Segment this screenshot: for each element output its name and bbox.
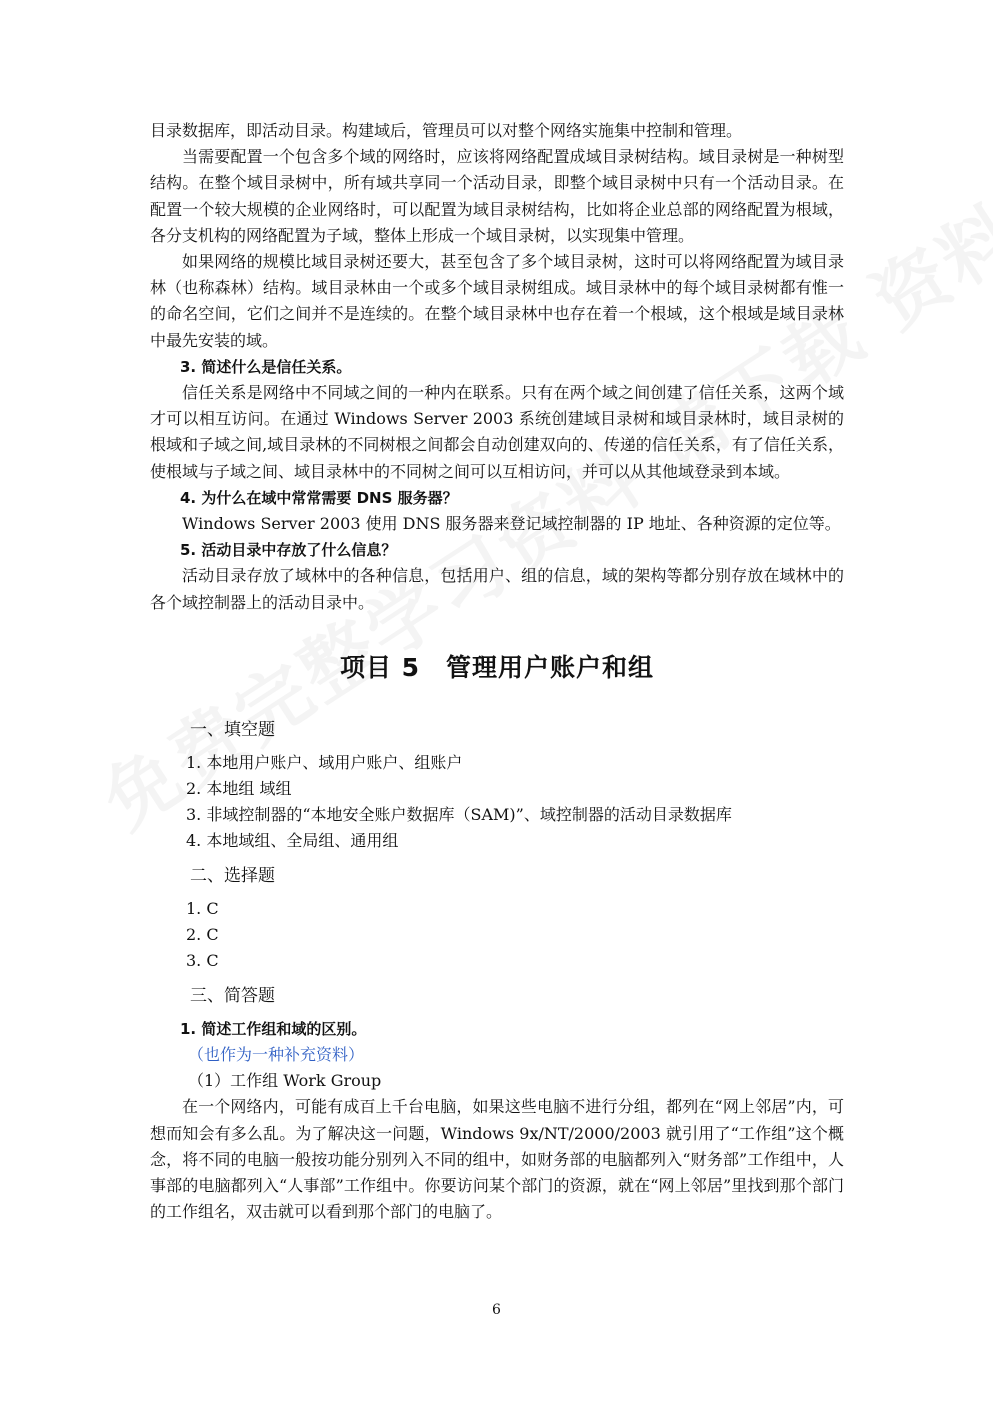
question-heading: 5. 活动目录中存放了什么信息？ [180, 541, 397, 560]
list-item: 2. C [186, 924, 219, 944]
question-heading: 1. 简述工作组和域的区别。 [180, 1019, 367, 1038]
list-item: 4. 本地域组、全局组、通用组 [186, 830, 399, 850]
answer-paragraph: Windows Server 2003 使用 DNS 服务器来登记域控制器的 IP 地址、各种资源的定位等。 [182, 514, 841, 534]
project-title: 项目 5 管理用户账户和组 [339, 652, 655, 682]
list-item: 1. C [186, 898, 219, 918]
document-page [150, 118, 844, 1225]
section-heading-choice: 二、选择题 [190, 865, 275, 886]
answer-paragraph: 信任关系是网络中不同域之间的一种内在联系。只有在两个域之间创建了信任关系，这两个域才可以相互访问。在通过 Windows Server 2003 系统创建域目录树和域目录林时，域目录树的根域和子域之间,域目录林的不同树根之间都会自动创建双向的、传递的信任关系，有了信任关系，使根域与子域之间、域目录林中的不同树之间可以互相访问，并可以从其他域登录到本域。 [150, 383, 844, 481]
paragraph: 在一个网络内，可能有成百上千台电脑，如果这些电脑不进行分组，都列在“网上邻居”内，可想而知会有多么乱。为了解决这一问题，Windows 9x/NT/2000/2003 就引用了“工作组”这个概念，将不同的电脑一般按功能分别列入不同的组中，如财务部的电脑都列入“财务部”工作组中，人事部的电脑都列入“人事部”工作组中。你要访问某个部门的资源，就在“网上邻居”里找到那个部门的工作组名，双击就可以看到那个部门的电脑了。 [150, 1097, 844, 1222]
paragraph: 目录数据库，即活动目录。构建域后，管理员可以对整个网络实施集中控制和管理。 [150, 121, 743, 140]
paragraph: 如果网络的规模比域目录树还要大，甚至包含了多个域目录树，这时可以将网络配置为域目录林（也称森林）结构。域目录林由一个或多个域目录树组成。域目录林中的每个域目录树都有惟一的命名空间，它们之间并不是连续的。在整个域目录林中也存在着一个根域，这个根域是域目录林中最先安装的域。 [150, 252, 844, 350]
supplement-note: （也作为一种补充资料） [188, 1045, 365, 1065]
subheading: （1）工作组 Work Group [188, 1071, 382, 1091]
list-item: 3. C [186, 950, 219, 970]
question-heading: 3. 简述什么是信任关系。 [180, 357, 352, 376]
list-item: 3. 非域控制器的“本地安全账户数据库（SAM)”、域控制器的活动目录数据库 [186, 804, 732, 824]
list-item: 1. 本地用户账户、域用户账户、组账户 [186, 752, 463, 772]
paragraph: 当需要配置一个包含多个域的网络时，应该将网络配置成域目录树结构。域目录树是一种树型结构。在整个域目录树中，所有域共享同一个活动目录，即整个域目录树中只有一个活动目录。在配置一个较大规模的企业网络时，可以配置为域目录树结构，比如将企业总部的网络配置为根域，各分支机构的网络配置为子域，整体上形成一个域目录树，以实现集中管理。 [150, 147, 844, 245]
question-heading: 4. 为什么在域中常常需要 DNS 服务器？ [180, 488, 458, 507]
section-heading-short-answer: 三、简答题 [190, 985, 275, 1006]
answer-paragraph: 活动目录存放了域林中的各种信息，包括用户、组的信息，域的架构等都分别存放在域林中的各个域控制器上的活动目录中。 [150, 566, 844, 612]
list-item: 2. 本地组 域组 [186, 778, 292, 798]
section-heading-fill-in: 一、填空题 [190, 719, 275, 740]
page-number: 6 [492, 1302, 501, 1318]
